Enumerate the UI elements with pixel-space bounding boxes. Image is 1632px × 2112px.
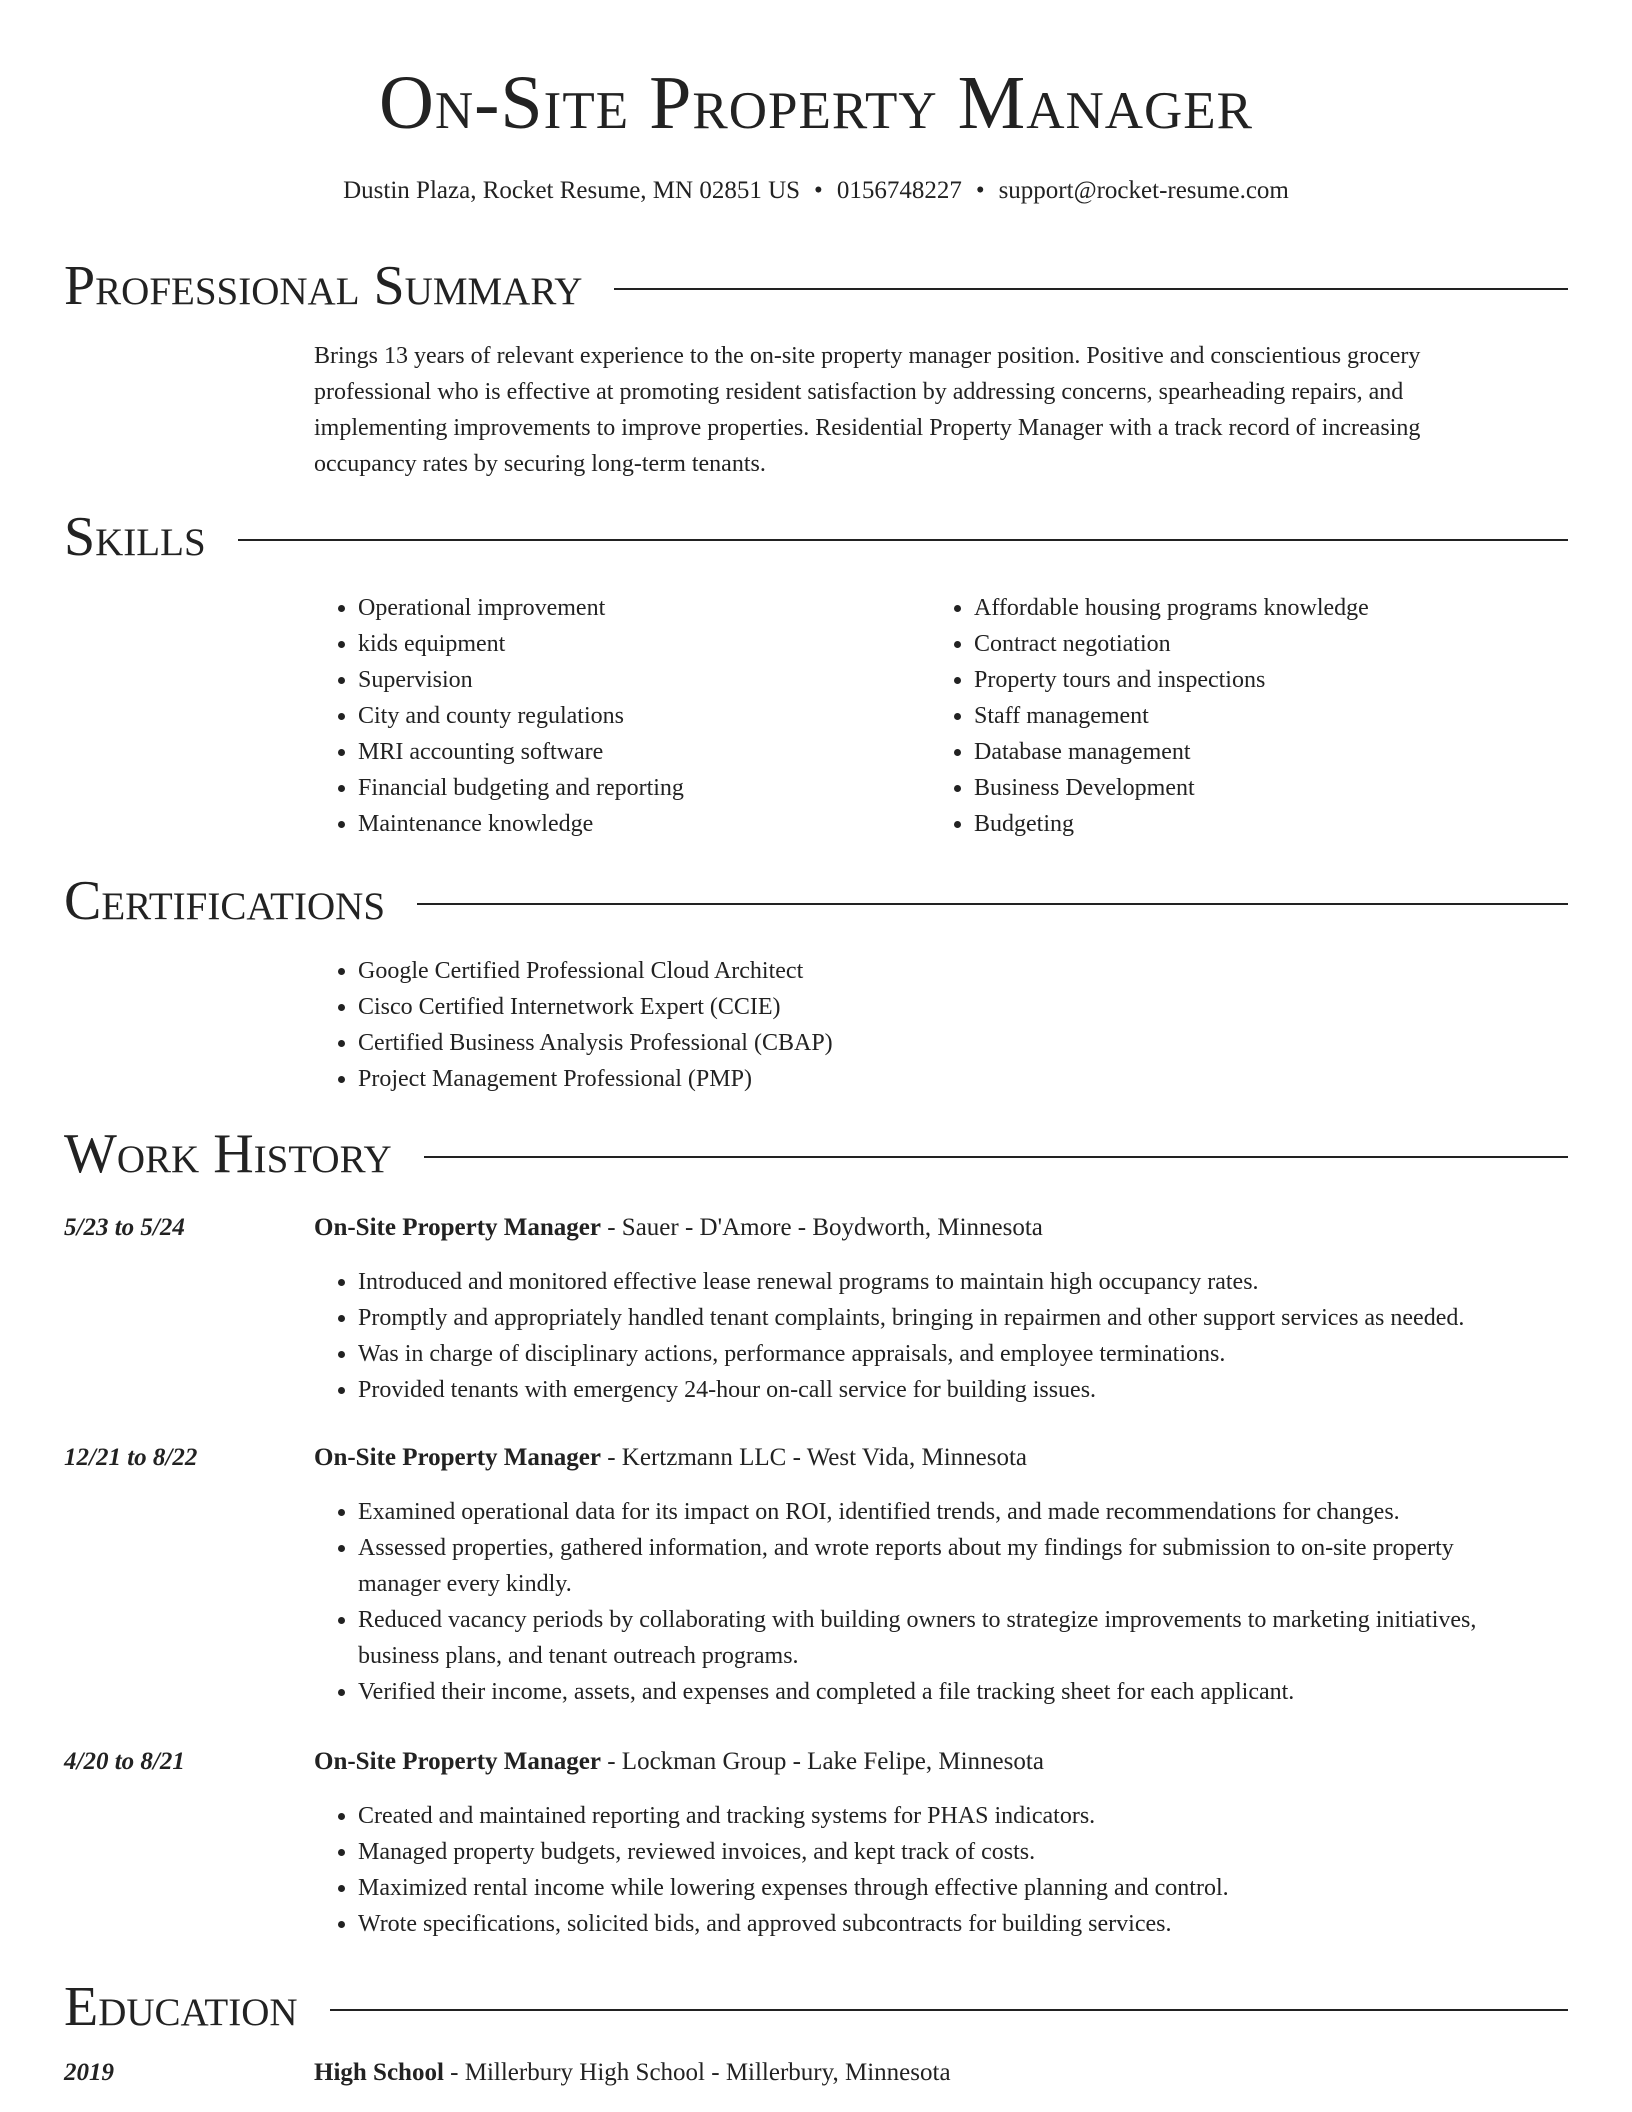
certifications-block bbox=[314, 953, 1484, 1097]
skill-item: • Business Development bbox=[974, 770, 1530, 806]
work-title-line bbox=[314, 1440, 1514, 1476]
duty-item: • Created and maintained reporting and tracking systems for PHAS indicators. bbox=[358, 1798, 1534, 1834]
job-duties bbox=[314, 1264, 1534, 1408]
summary-text: Brings 13 years of relevant experience to the on-site property manager position. Positive and conscientious grocery professional who is effective at promoting resident satisfaction by addressing concerns, spearheading repairs, and implementing improvements to improve properties. Residential Property Manager with a track record of increasing occupancy rates by securing long-term tenants. bbox=[314, 343, 1421, 477]
certifications-heading: Certifications bbox=[64, 870, 386, 932]
education-dates: 2019 bbox=[64, 2059, 114, 2086]
job-employer: - Sauer - D'Amore - Boydworth, Minnesota bbox=[600, 1214, 1043, 1241]
school-details: - Millerbury High School - Millerbury, Minnesota bbox=[443, 2059, 951, 2086]
duty-item: • Provided tenants with emergency 24-hour on-call service for building issues. bbox=[358, 1372, 1534, 1408]
job-title: On-Site Property Manager bbox=[314, 1444, 601, 1471]
skill-item: • Operational improvement bbox=[358, 590, 914, 626]
certifications-list bbox=[314, 953, 1484, 1097]
certifications-section-header bbox=[64, 866, 1568, 936]
duty-item: • Was in charge of disciplinary actions, performance appraisals, and employee terminations. bbox=[358, 1336, 1534, 1372]
duty-item: • Assessed properties, gathered information, and wrote reports about my findings for submission to on-site property manager every kindly. bbox=[358, 1530, 1534, 1602]
job-employer: - Lockman Group - Lake Felipe, Minnesota bbox=[600, 1748, 1044, 1775]
job-employer: - Kertzmann LLC - West Vida, Minnesota bbox=[600, 1444, 1028, 1471]
duty-item: • Promptly and appropriately handled tenant complaints, bringing in repairmen and other support services as needed. bbox=[358, 1300, 1534, 1336]
contact-address: Dustin Plaza, Rocket Resume, MN 02851 US bbox=[343, 177, 801, 204]
skill-item: • Maintenance knowledge bbox=[358, 806, 914, 842]
section-divider bbox=[417, 903, 1568, 905]
skills-left-column bbox=[314, 590, 914, 842]
degree-title: High School bbox=[314, 2059, 444, 2086]
certification-item: • Cisco Certified Internetwork Expert (CCIE) bbox=[358, 989, 1484, 1025]
work-dates: 5/23 to 5/24 bbox=[64, 1214, 185, 1241]
work-section-header bbox=[64, 1119, 1568, 1189]
education-heading: Education bbox=[64, 1976, 298, 2038]
certification-item: • Project Management Professional (PMP) bbox=[358, 1061, 1484, 1097]
work-title-line bbox=[314, 1744, 1514, 1780]
duty-item: • Wrote specifications, solicited bids, and approved subcontracts for building services. bbox=[358, 1906, 1534, 1942]
skill-item: • Staff management bbox=[974, 698, 1530, 734]
job-title: On-Site Property Manager bbox=[314, 1748, 601, 1775]
contact-separator: • bbox=[975, 177, 985, 204]
contact-line bbox=[0, 174, 1632, 208]
work-dates: 12/21 to 8/22 bbox=[64, 1444, 198, 1471]
duty-item: • Managed property budgets, reviewed invoices, and kept track of costs. bbox=[358, 1834, 1534, 1870]
skill-item: • City and county regulations bbox=[358, 698, 914, 734]
section-divider bbox=[614, 288, 1568, 290]
skills-list-left bbox=[314, 590, 914, 842]
skills-list-right bbox=[930, 590, 1530, 842]
duties-list bbox=[314, 1798, 1534, 1942]
skill-item: • Contract negotiation bbox=[974, 626, 1530, 662]
skill-item: • MRI accounting software bbox=[358, 734, 914, 770]
duty-item: • Examined operational data for its impact on ROI, identified trends, and made recommendations for changes. bbox=[358, 1494, 1534, 1530]
section-divider bbox=[330, 2009, 1568, 2011]
job-duties bbox=[314, 1494, 1534, 1710]
resume-title: On-Site Property Manager bbox=[378, 61, 1254, 145]
duty-item: • Reduced vacancy periods by collaborating with building owners to strategize improvements to marketing initiatives, business plans, and tenant outreach programs. bbox=[358, 1602, 1534, 1674]
skill-item: • Supervision bbox=[358, 662, 914, 698]
duty-item: • Introduced and monitored effective lease renewal programs to maintain high occupancy rates. bbox=[358, 1264, 1534, 1300]
contact-separator: • bbox=[814, 177, 823, 204]
education-title-line bbox=[314, 2055, 1514, 2091]
work-dates: 4/20 to 8/21 bbox=[64, 1748, 185, 1775]
education-section-header bbox=[64, 1972, 1568, 2042]
section-divider bbox=[424, 1156, 1568, 1158]
summary-section-header bbox=[64, 251, 1568, 321]
duty-item: • Verified their income, assets, and expenses and completed a file tracking sheet for each applicant. bbox=[358, 1674, 1534, 1710]
section-divider bbox=[238, 539, 1568, 541]
certification-item: • Google Certified Professional Cloud Architect bbox=[358, 953, 1484, 989]
summary-heading: Professional Summary bbox=[64, 255, 583, 317]
skill-item: • Property tours and inspections bbox=[974, 662, 1530, 698]
skill-item: • Affordable housing programs knowledge bbox=[974, 590, 1530, 626]
duties-list bbox=[314, 1494, 1534, 1710]
work-heading: Work History bbox=[64, 1123, 392, 1185]
duties-list bbox=[314, 1264, 1534, 1408]
skill-item: • kids equipment bbox=[358, 626, 914, 662]
job-title: On-Site Property Manager bbox=[314, 1214, 601, 1241]
skill-item: • Budgeting bbox=[974, 806, 1530, 842]
skill-item: • Database management bbox=[974, 734, 1530, 770]
certification-item: • Certified Business Analysis Professional (CBAP) bbox=[358, 1025, 1484, 1061]
work-title-line bbox=[314, 1210, 1514, 1246]
contact-phone: 0156748227 bbox=[836, 177, 962, 204]
contact-email: support@rocket-resume.com bbox=[998, 177, 1289, 204]
job-duties bbox=[314, 1798, 1534, 1942]
duty-item: • Maximized rental income while lowering expenses through effective planning and control. bbox=[358, 1870, 1534, 1906]
skills-right-column bbox=[930, 590, 1530, 842]
skills-heading: Skills bbox=[64, 506, 206, 568]
skills-section-header bbox=[64, 502, 1568, 572]
skill-item: • Financial budgeting and reporting bbox=[358, 770, 914, 806]
